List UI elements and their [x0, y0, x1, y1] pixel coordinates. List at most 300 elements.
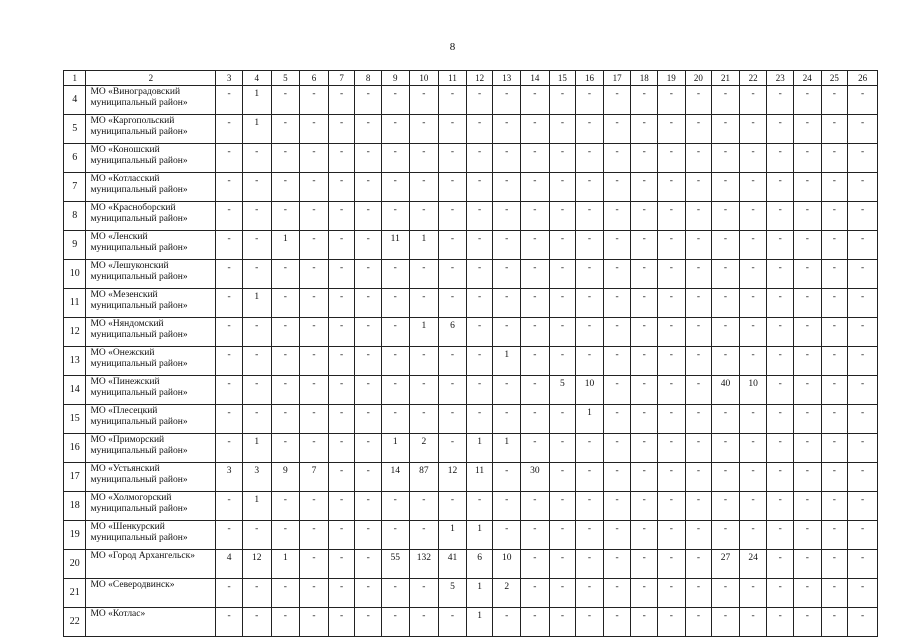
table-cell: - — [603, 144, 631, 173]
table-cell: - — [493, 376, 521, 405]
table-cell: - — [821, 579, 848, 608]
table-cell: - — [739, 144, 767, 173]
row-number: 16 — [64, 434, 86, 463]
table-cell: - — [466, 173, 493, 202]
table-cell: - — [821, 144, 848, 173]
table-cell: 1 — [576, 405, 604, 434]
table-cell: - — [685, 202, 712, 231]
municipality-name: МО «Котлас» — [86, 608, 216, 637]
statistics-table — [63, 70, 878, 637]
table-cell: 1 — [381, 434, 409, 463]
table-cell: 1 — [242, 86, 271, 115]
table-cell: - — [685, 231, 712, 260]
column-header: 11 — [439, 71, 467, 86]
table-cell: - — [631, 202, 658, 231]
table-cell: - — [439, 86, 467, 115]
table-cell: - — [328, 608, 355, 637]
column-header: 25 — [821, 71, 848, 86]
table-cell: 2 — [409, 434, 439, 463]
table-cell: - — [739, 463, 767, 492]
table-cell: - — [685, 521, 712, 550]
table-cell: - — [271, 260, 300, 289]
table-cell: - — [712, 434, 740, 463]
table-cell: - — [300, 376, 329, 405]
table-cell: - — [409, 173, 439, 202]
table-cell: - — [603, 463, 631, 492]
table-cell: - — [576, 521, 604, 550]
table-cell: - — [381, 318, 409, 347]
table-cell: - — [576, 231, 604, 260]
table-cell: - — [767, 463, 794, 492]
table-cell: - — [328, 115, 355, 144]
table-cell: - — [631, 608, 658, 637]
table-cell: - — [381, 289, 409, 318]
table-row — [64, 260, 878, 289]
table-cell: - — [300, 86, 329, 115]
table-cell: - — [793, 202, 821, 231]
municipality-name: МО «Красноборский муниципальный район» — [86, 202, 216, 231]
table-cell: - — [712, 202, 740, 231]
table-cell: - — [576, 550, 604, 579]
table-cell: - — [658, 202, 686, 231]
table-cell: - — [821, 231, 848, 260]
table-cell: 11 — [466, 463, 493, 492]
table-cell: - — [493, 115, 521, 144]
column-header: 9 — [381, 71, 409, 86]
table-cell: - — [466, 144, 493, 173]
table-cell: - — [328, 318, 355, 347]
table-cell: 27 — [712, 550, 740, 579]
table-cell: - — [821, 521, 848, 550]
table-cell: - — [381, 202, 409, 231]
table-cell: - — [767, 260, 794, 289]
column-header: 16 — [576, 71, 604, 86]
table-cell: - — [328, 405, 355, 434]
row-number: 12 — [64, 318, 86, 347]
table-cell: - — [658, 521, 686, 550]
table-cell: - — [216, 434, 243, 463]
table-cell: - — [767, 579, 794, 608]
table-cell: - — [328, 434, 355, 463]
table-cell: - — [355, 231, 382, 260]
table-cell: - — [631, 318, 658, 347]
row-number: 14 — [64, 376, 86, 405]
table-row — [64, 550, 878, 579]
table-cell: - — [603, 347, 631, 376]
table-cell: - — [712, 173, 740, 202]
table-cell: - — [603, 434, 631, 463]
table-cell: - — [658, 463, 686, 492]
table-cell: - — [381, 260, 409, 289]
column-header: 19 — [658, 71, 686, 86]
table-cell: - — [767, 434, 794, 463]
table-cell: - — [409, 144, 439, 173]
table-cell: - — [271, 202, 300, 231]
table-cell: - — [603, 405, 631, 434]
table-cell: - — [493, 231, 521, 260]
table-row — [64, 86, 878, 115]
table-cell: - — [521, 347, 550, 376]
table-cell: - — [793, 289, 821, 318]
table-cell: - — [521, 144, 550, 173]
table-cell: - — [549, 289, 576, 318]
table-cell: - — [300, 144, 329, 173]
row-number: 5 — [64, 115, 86, 144]
table-cell: - — [328, 231, 355, 260]
table-cell: - — [381, 521, 409, 550]
table-cell: - — [631, 347, 658, 376]
table-cell: - — [685, 434, 712, 463]
table-cell: - — [466, 376, 493, 405]
table-cell: - — [439, 434, 467, 463]
table-cell: - — [493, 202, 521, 231]
table-cell: - — [242, 608, 271, 637]
table-cell: - — [300, 115, 329, 144]
table-cell: - — [712, 318, 740, 347]
table-cell: - — [631, 231, 658, 260]
table-cell: - — [631, 144, 658, 173]
table-cell: - — [521, 173, 550, 202]
table-cell: - — [466, 318, 493, 347]
table-cell: - — [685, 463, 712, 492]
municipality-name: МО «Ленский муниципальный район» — [86, 231, 216, 260]
table-cell: - — [216, 347, 243, 376]
table-cell: - — [631, 579, 658, 608]
table-cell: - — [848, 144, 878, 173]
table-cell: - — [631, 173, 658, 202]
table-cell: - — [328, 550, 355, 579]
table-cell: - — [658, 289, 686, 318]
table-row — [64, 434, 878, 463]
table-cell: - — [848, 260, 878, 289]
table-cell: - — [466, 231, 493, 260]
row-number: 9 — [64, 231, 86, 260]
table-cell: 1 — [493, 434, 521, 463]
table-cell: - — [409, 579, 439, 608]
table-cell: - — [549, 579, 576, 608]
table-cell: - — [848, 434, 878, 463]
row-number: 8 — [64, 202, 86, 231]
table-cell: - — [793, 231, 821, 260]
table-cell: - — [793, 115, 821, 144]
column-header: 6 — [300, 71, 329, 86]
table-cell: 1 — [409, 231, 439, 260]
table-cell: - — [409, 347, 439, 376]
table-cell: - — [848, 608, 878, 637]
table-cell: 2 — [493, 579, 521, 608]
table-cell: 30 — [521, 463, 550, 492]
municipality-name: МО «Няндомский муниципальный район» — [86, 318, 216, 347]
table-cell: - — [631, 260, 658, 289]
table-row — [64, 579, 878, 608]
table-cell: - — [793, 318, 821, 347]
table-cell: - — [767, 608, 794, 637]
table-row — [64, 376, 878, 405]
table-cell: - — [381, 608, 409, 637]
table-cell: 1 — [409, 318, 439, 347]
table-cell: - — [793, 173, 821, 202]
table-cell: - — [848, 202, 878, 231]
table-cell: - — [242, 405, 271, 434]
table-cell: - — [576, 318, 604, 347]
table-cell: - — [355, 550, 382, 579]
table-cell: - — [631, 405, 658, 434]
table-cell: - — [658, 434, 686, 463]
table-cell: 5 — [549, 376, 576, 405]
table-cell: - — [821, 289, 848, 318]
table-cell: - — [216, 521, 243, 550]
table-cell: - — [685, 289, 712, 318]
table-cell: - — [767, 144, 794, 173]
table-cell: - — [712, 347, 740, 376]
table-cell: - — [439, 405, 467, 434]
table-cell: - — [409, 260, 439, 289]
table-cell: - — [685, 492, 712, 521]
table-cell: - — [767, 550, 794, 579]
table-cell: - — [381, 347, 409, 376]
table-row — [64, 463, 878, 492]
table-cell: - — [521, 608, 550, 637]
table-cell: - — [848, 231, 878, 260]
table-cell: 87 — [409, 463, 439, 492]
table-cell: - — [300, 521, 329, 550]
table-cell: - — [521, 521, 550, 550]
table-cell: - — [381, 86, 409, 115]
table-cell: - — [271, 521, 300, 550]
table-cell: - — [767, 115, 794, 144]
table-cell: - — [793, 463, 821, 492]
table-cell: 1 — [493, 347, 521, 376]
table-cell: - — [603, 202, 631, 231]
table-cell: - — [712, 463, 740, 492]
row-number: 4 — [64, 86, 86, 115]
column-header: 1 — [64, 71, 86, 86]
column-header: 8 — [355, 71, 382, 86]
table-cell: - — [658, 608, 686, 637]
table-cell: - — [242, 521, 271, 550]
table-cell: - — [521, 579, 550, 608]
table-cell: - — [631, 115, 658, 144]
column-header: 10 — [409, 71, 439, 86]
table-cell: - — [576, 115, 604, 144]
table-cell: - — [549, 86, 576, 115]
table-cell: - — [355, 202, 382, 231]
table-cell: - — [328, 347, 355, 376]
table-cell: - — [242, 347, 271, 376]
table-cell: - — [603, 521, 631, 550]
table-cell: - — [521, 231, 550, 260]
table-cell: - — [739, 608, 767, 637]
table-cell: - — [603, 115, 631, 144]
municipality-name: МО «Виноградовский муниципальный район» — [86, 86, 216, 115]
column-header: 15 — [549, 71, 576, 86]
row-number: 11 — [64, 289, 86, 318]
table-cell: - — [271, 492, 300, 521]
table-cell: - — [216, 318, 243, 347]
table-cell: - — [300, 579, 329, 608]
table-cell: 10 — [576, 376, 604, 405]
municipality-name: МО «Мезенский муниципальный район» — [86, 289, 216, 318]
table-cell: - — [821, 347, 848, 376]
table-cell: - — [793, 608, 821, 637]
column-header: 12 — [466, 71, 493, 86]
table-cell: - — [848, 173, 878, 202]
column-header: 20 — [685, 71, 712, 86]
table-cell: - — [658, 86, 686, 115]
table-cell: - — [466, 260, 493, 289]
table-cell: - — [381, 492, 409, 521]
table-cell: - — [409, 405, 439, 434]
table-cell: - — [739, 318, 767, 347]
table-cell: - — [739, 521, 767, 550]
table-cell: 6 — [466, 550, 493, 579]
table-cell: - — [300, 173, 329, 202]
table-cell: - — [549, 260, 576, 289]
row-number: 17 — [64, 463, 86, 492]
table-cell: - — [271, 86, 300, 115]
table-cell: - — [793, 260, 821, 289]
table-cell: - — [355, 405, 382, 434]
row-number: 7 — [64, 173, 86, 202]
table-cell: - — [712, 86, 740, 115]
table-cell: - — [328, 260, 355, 289]
table-cell: - — [328, 376, 355, 405]
table-cell: 1 — [466, 579, 493, 608]
table-cell: - — [493, 144, 521, 173]
table-cell: - — [821, 376, 848, 405]
table-cell: - — [466, 405, 493, 434]
municipality-name: МО «Шенкурский муниципальный район» — [86, 521, 216, 550]
table-cell: - — [603, 608, 631, 637]
table-cell: - — [271, 376, 300, 405]
municipality-name: МО «Коношский муниципальный район» — [86, 144, 216, 173]
table-cell: - — [603, 289, 631, 318]
table-cell: - — [658, 376, 686, 405]
table-cell: 1 — [242, 115, 271, 144]
table-cell: - — [793, 405, 821, 434]
table-cell: - — [439, 231, 467, 260]
table-cell: - — [355, 86, 382, 115]
table-cell: - — [439, 260, 467, 289]
municipality-name: МО «Пинежский муниципальный район» — [86, 376, 216, 405]
table-row — [64, 521, 878, 550]
table-cell: - — [355, 434, 382, 463]
table-cell: - — [549, 115, 576, 144]
column-header: 21 — [712, 71, 740, 86]
table-cell: - — [381, 376, 409, 405]
table-cell: - — [300, 318, 329, 347]
table-cell: - — [439, 144, 467, 173]
table-cell: - — [242, 376, 271, 405]
table-cell: - — [793, 86, 821, 115]
table-cell: - — [739, 86, 767, 115]
table-cell: - — [216, 144, 243, 173]
table-cell: - — [576, 144, 604, 173]
table-cell: - — [603, 173, 631, 202]
table-cell: - — [767, 521, 794, 550]
table-cell: - — [328, 86, 355, 115]
row-number: 21 — [64, 579, 86, 608]
table-cell: - — [521, 434, 550, 463]
table-cell: - — [216, 579, 243, 608]
table-cell: - — [767, 492, 794, 521]
table-row — [64, 492, 878, 521]
table-cell: - — [848, 347, 878, 376]
table-cell: - — [300, 492, 329, 521]
table-cell: - — [439, 115, 467, 144]
table-cell: - — [576, 434, 604, 463]
table-cell: - — [767, 86, 794, 115]
column-header: 26 — [848, 71, 878, 86]
table-cell: - — [549, 463, 576, 492]
table-cell: - — [631, 86, 658, 115]
table-cell: - — [409, 289, 439, 318]
municipality-name: МО «Устьянский муниципальный район» — [86, 463, 216, 492]
table-cell: - — [739, 289, 767, 318]
table-cell: - — [381, 115, 409, 144]
table-cell: - — [603, 318, 631, 347]
column-header: 13 — [493, 71, 521, 86]
table-cell: - — [271, 347, 300, 376]
municipality-name: МО «Холмогорский муниципальный район» — [86, 492, 216, 521]
table-cell: - — [658, 550, 686, 579]
table-cell: - — [739, 492, 767, 521]
table-cell: - — [631, 550, 658, 579]
table-cell: - — [466, 492, 493, 521]
table-cell: - — [739, 202, 767, 231]
table-cell: - — [521, 115, 550, 144]
table-cell: - — [631, 289, 658, 318]
table-cell: - — [355, 376, 382, 405]
table-cell: - — [821, 115, 848, 144]
table-cell: - — [216, 260, 243, 289]
table-cell: - — [300, 608, 329, 637]
table-cell: - — [355, 289, 382, 318]
column-header: 3 — [216, 71, 243, 86]
table-cell: - — [493, 463, 521, 492]
table-cell: - — [466, 289, 493, 318]
table-cell: - — [466, 347, 493, 376]
table-cell: - — [549, 405, 576, 434]
table-row — [64, 347, 878, 376]
table-cell: - — [271, 115, 300, 144]
column-header: 14 — [521, 71, 550, 86]
table-cell: - — [493, 260, 521, 289]
header-row — [64, 71, 878, 86]
table-cell: - — [793, 376, 821, 405]
table-cell: 132 — [409, 550, 439, 579]
municipality-name: МО «Город Архангельск» — [86, 550, 216, 579]
table-cell: - — [603, 231, 631, 260]
table-cell: - — [793, 550, 821, 579]
table-cell: - — [576, 260, 604, 289]
table-cell: - — [685, 86, 712, 115]
table-cell: - — [603, 86, 631, 115]
table-cell: - — [576, 86, 604, 115]
table-cell: - — [767, 405, 794, 434]
table-cell: 1 — [242, 492, 271, 521]
table-cell: - — [300, 550, 329, 579]
row-number: 15 — [64, 405, 86, 434]
table-cell: 4 — [216, 550, 243, 579]
table-cell: - — [328, 579, 355, 608]
table-cell: - — [685, 579, 712, 608]
table-cell: - — [685, 260, 712, 289]
table-cell: - — [439, 173, 467, 202]
table-cell: - — [739, 115, 767, 144]
table-cell: - — [685, 318, 712, 347]
table-cell: - — [271, 289, 300, 318]
